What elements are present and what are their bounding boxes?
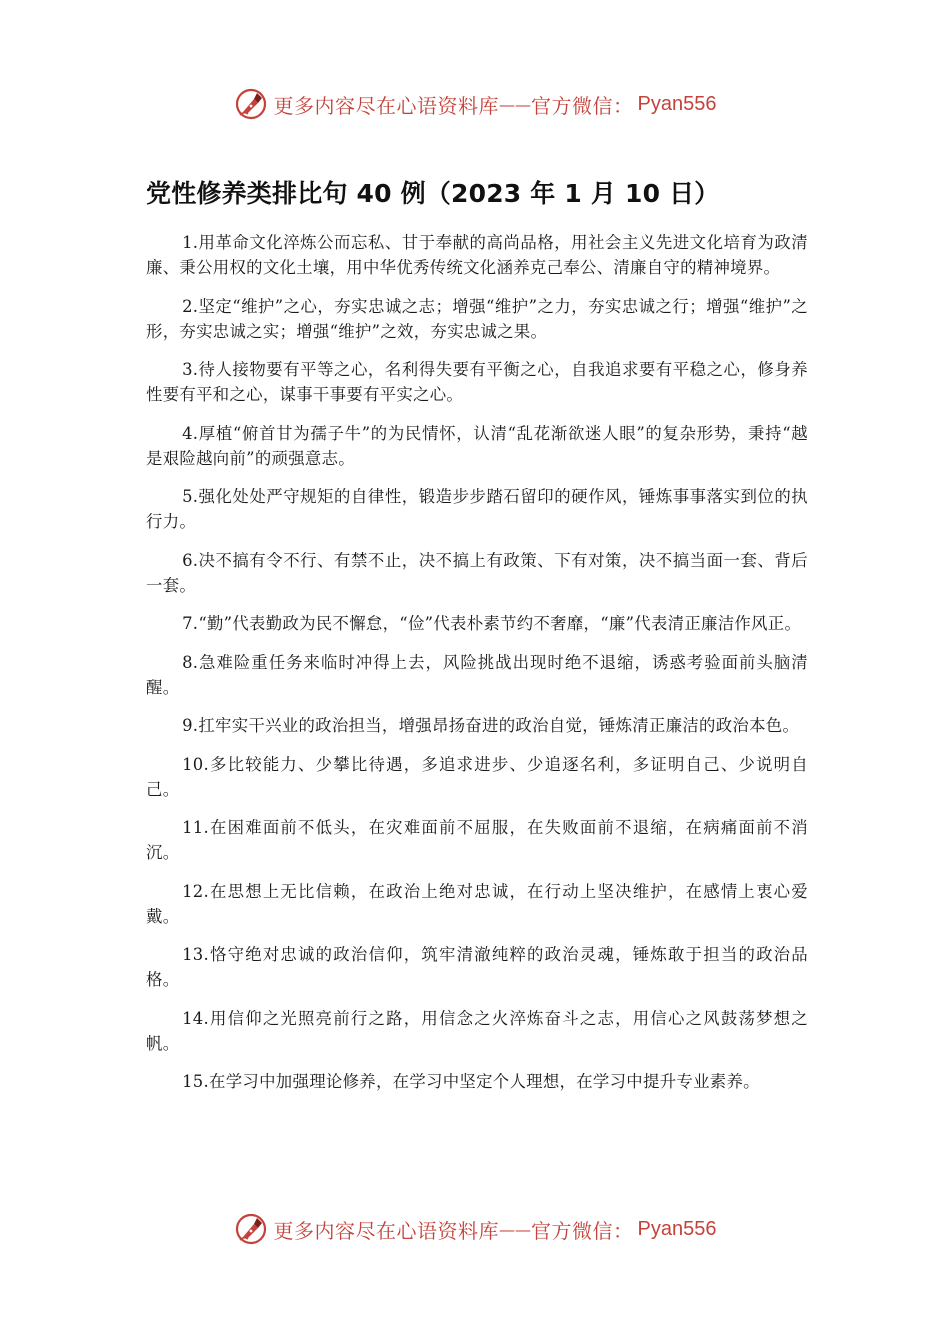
paragraph-4: 4.厚植“俯首甘为孺子牛”的为民情怀，认清“乱花渐欲迷人眼”的复杂形势，秉持“越是艰险越向前”的顽强意志。 xyxy=(146,423,808,468)
paragraph-10: 10.多比较能力、少攀比待遇，多追求进步、少追逐名利，多证明自己、少说明自己。 xyxy=(146,754,808,799)
paragraph-6: 6.决不搞有令不行、有禁不止，决不搞上有政策、下有对策，决不搞当面一套、背后一套。 xyxy=(146,550,808,595)
document-body xyxy=(146,230,808,1108)
watermark-wechat-id: Pyan556 xyxy=(637,92,717,115)
paragraph-9: 9.扛牢实干兴业的政治担当，增强昂扬奋进的政治自觉，锤炼清正廉洁的政治本色。 xyxy=(182,716,800,735)
pen-nib-logo-icon xyxy=(234,1212,268,1246)
watermark-wechat-id: Pyan556 xyxy=(637,1217,717,1240)
paragraph-11: 11.在困难面前不低头，在灾难面前不屈服，在失败面前不退缩，在病痛面前不消沉。 xyxy=(146,818,808,862)
paragraph-15: 15.在学习中加强理论修养，在学习中坚定个人理想，在学习中提升专业素养。 xyxy=(182,1072,760,1091)
paragraph-1: 1.用革命文化淬炼公而忘私、甘于奉献的高尚品格，用社会主义先进文化培育为政清廉、秉公用权的文化土壤，用中华优秀传统文化涵养克己奉公、清廉自守的精神境界。 xyxy=(146,233,808,277)
header-watermark xyxy=(0,84,950,124)
watermark-text: 更多内容尽在心语资料库 xyxy=(273,93,500,118)
paragraph-7: 7.“勤”代表勤政为民不懈怠，“俭”代表朴素节约不奢靡，“廉”代表清正廉洁作风正。 xyxy=(182,614,802,633)
paragraph-12: 12.在思想上无比信赖，在政治上绝对忠诚，在行动上坚决维护，在感情上衷心爱戴。 xyxy=(146,881,808,926)
paragraph-2: 2.坚定“维护”之心，夯实忠诚之志；增强“维护”之力，夯实忠诚之行；增强“维护”之形，夯实忠诚之实；增强“维护”之效，夯实忠诚之果。 xyxy=(146,296,808,341)
paragraph-5: 5.强化处处严守规矩的自律性，锻造步步踏石留印的硬作风，锤炼事事落实到位的执行力。 xyxy=(146,487,808,531)
pen-nib-logo-icon xyxy=(234,87,268,121)
paragraph-13: 13.恪守绝对忠诚的政治信仰，筑牢清澈纯粹的政治灵魂，锤炼敢于担当的政治品格。 xyxy=(146,945,808,989)
footer-watermark xyxy=(0,1209,950,1249)
watermark-text: 更多内容尽在心语资料库 xyxy=(273,1218,500,1243)
watermark-separator: —— xyxy=(499,1219,532,1239)
document-title: 党性修养类排比句 40 例（2023 年 1 月 10 日） xyxy=(146,179,720,208)
watermark-wechat-label: 官方微信： xyxy=(531,1218,634,1243)
paragraph-8: 8.急难险重任务来临时冲得上去，风险挑战出现时绝不退缩，诱惑考验面前头脑清醒。 xyxy=(146,652,808,697)
watermark-separator: —— xyxy=(499,94,532,114)
watermark-wechat-label: 官方微信： xyxy=(531,93,634,118)
paragraph-3: 3.待人接物要有平等之心，名利得失要有平衡之心，自我追求要有平稳之心，修身养性要有平和之心，谋事干事要有平实之心。 xyxy=(146,360,808,404)
paragraph-14: 14.用信仰之光照亮前行之路，用信念之火淬炼奋斗之志，用信心之风鼓荡梦想之帆。 xyxy=(146,1008,808,1053)
